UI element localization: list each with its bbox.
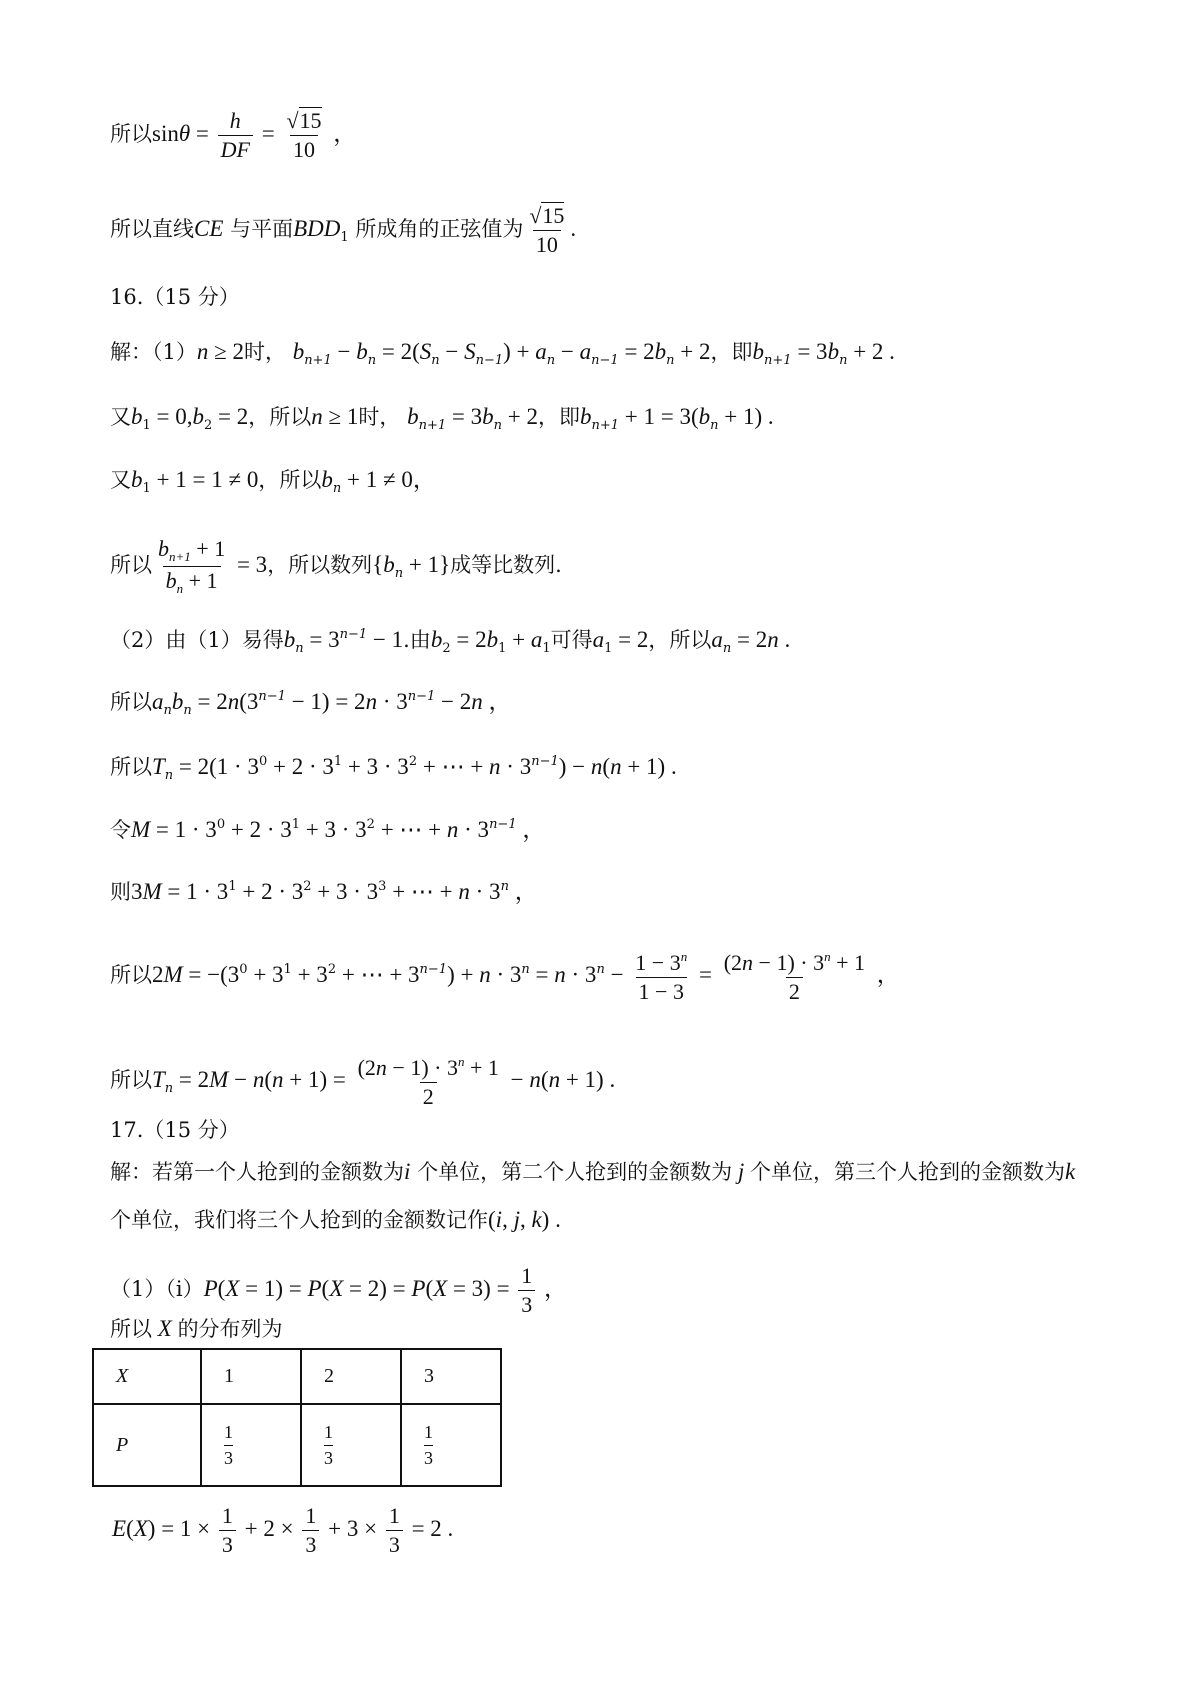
fraction: $\frac{1}{3}$ [518, 1265, 535, 1316]
table-cell [201, 1404, 301, 1486]
text: .由 [403, 628, 431, 652]
text: 所以 [110, 963, 152, 987]
text: 又 [110, 468, 131, 492]
text: 所以 [110, 1317, 152, 1341]
text: 16.（15 分） [110, 285, 240, 309]
numerator: 1 [424, 1422, 433, 1442]
q16-line-2: 又$b_1 = 0,b_2 = 2$，所以n ≥ 1时， $b_{n+1} = 3b_n + 2$，即$b_{n+1} + 1 = 3(b_n + 1)$ . [110, 404, 774, 433]
distribution-table [92, 1348, 502, 1487]
q16-line-8: 令$M = 1 \cdot 3^0 + 2 \cdot 3^1 + 3 \cdot 3^2$ + ⋯ + $n \cdot 3^{n-1}$ ， [110, 817, 546, 842]
text: 时， [244, 340, 286, 364]
table-cell: P [93, 1404, 201, 1486]
denominator: 3 [424, 1445, 433, 1469]
fraction [224, 1422, 233, 1469]
text: 的分布列为 [177, 1317, 283, 1341]
text: ，所以数列 [267, 553, 373, 577]
table-cell: 2 [301, 1349, 401, 1404]
text: ，所以 [648, 628, 712, 652]
text: （2）由（1）易得 [110, 628, 284, 652]
q16-line-3: 又$b_1 + 1 = 1 \ne 0$，所以$b_n + 1 \ne 0$， [110, 467, 436, 496]
text: 17.（15 分） [110, 1118, 240, 1142]
text: 个单位，第二个人抢到的金额数为 [417, 1160, 733, 1184]
text: 所以 [110, 122, 152, 146]
fraction: $\frac{1}{3}$ [219, 1505, 236, 1556]
q16-line-11: 所以$T_n = 2M - n(n + 1)$ = $\frac{(2n - 1) \cdot 3^n + 1}{2}$ − n(n + 1) . [110, 1054, 616, 1109]
text: （1）（i） [110, 1277, 204, 1301]
fraction: $\frac{(2n - 1) \cdot 3^n + 1}{2}$ [723, 949, 866, 1004]
text: 与平面 [230, 217, 294, 241]
q16-line-4: 所以 $\frac{b_{n+1} + 1}{b_n + 1}$ = 3，所以数列$\{b_n + 1\}$成等比数列. [110, 536, 562, 596]
table-cell: 1 [201, 1349, 301, 1404]
table-cell: X [93, 1349, 201, 1404]
text: 令 [110, 818, 131, 842]
text: 解：若第一个人抢到的金额数为 [110, 1160, 404, 1184]
q17-line-1: 解：若第一个人抢到的金额数为i 个单位，第二个人抢到的金额数为 j 个单位，第三个人抢到的金额数为k [110, 1159, 1076, 1184]
q16-line-7: 所以$T_n = 2(1 \cdot 3^0 + 2 \cdot 3^1 + 3 \cdot 3^2$ + ⋯ + $n \cdot 3^{n-1}) - n(n + 1)$ . [110, 754, 677, 783]
text: 所以 [110, 553, 152, 577]
text: 个单位，我们将三个人抢到的金额数记作 [110, 1208, 488, 1232]
table-cell [301, 1404, 401, 1486]
q16-line-6: 所以$a_nb_n = 2n(3^{n-1} - 1) = 2n \cdot 3^{n-1} - 2n$ ， [110, 689, 512, 718]
text: 又 [110, 405, 131, 429]
text: ，即 [537, 405, 580, 429]
expectation-line: E(X) = 1 × $\frac{1}{3}$ + 2 × $\frac{1}{3}$ + 3 × $\frac{1}{3}$ = 2 . [112, 1503, 454, 1557]
text: 所以 [110, 1068, 152, 1092]
text: 成等比数列. [450, 553, 562, 577]
fraction: $\frac{1 - 3^n}{1 - 3}$ [635, 949, 688, 1004]
q17-line-2: 个单位，我们将三个人抢到的金额数记作(i, j, k) . [110, 1207, 561, 1232]
numerator: 1 [324, 1422, 333, 1442]
equation-sin-theta: 所以sinθ = $\frac{h}{DF}$ = $\frac{√15}{10}$ ， [110, 108, 357, 162]
conclusion-line: 所以直线CE 与平面$BDD_1$ 所成角的正弦值为 $\frac{√15}{10}$ . [110, 203, 577, 257]
question-17-header [110, 1120, 240, 1141]
fraction: $\frac{√15}{10}$ [286, 108, 322, 162]
text: 所成角的正弦值为 [355, 217, 524, 241]
text: ，即 [710, 340, 753, 364]
fraction: $\frac{√15}{10}$ [529, 203, 565, 257]
fraction: $\frac{h}{DF}$ [218, 110, 253, 161]
denominator: 3 [224, 1445, 233, 1469]
table-row [93, 1404, 501, 1486]
fraction [324, 1422, 333, 1469]
q16-part-2: （2）由（1）易得$b_n = 3^{n-1} - 1$.由$b_2 = 2b_1 + a_1$可得$a_1 = 2$，所以$a_n = 2n$ . [110, 627, 791, 656]
fraction: $\frac{(2n - 1) \cdot 3^n + 1}{2}$ [357, 1054, 499, 1109]
q16-line-10: 所以$2M = -(3^0 + 3^1 + 3^2$ + ⋯ + $3^{n-1}) + n \cdot 3^n = n \cdot 3^n$ − $\frac{1 - 3^n}{1 - 3}$ = $\frac{(2n - 1) \cdot 3^n + 1}{2}$ ， [110, 949, 900, 1004]
q16-line-1: 解：（1）n ≥ 2时， $b_{n+1} - b_n = 2(S_n - S_{n-1}) + a_n - a_{n-1} = 2b_n + 2$，即$b_{n+1} = 3b_n + 2$ . [110, 339, 895, 368]
question-16-header [110, 287, 240, 308]
text: 个单位，第三个人抢到的金额数为 [749, 1160, 1065, 1184]
text: 所以 [110, 690, 152, 714]
text: 可得 [550, 628, 593, 652]
text: ，所以 [258, 468, 322, 492]
fraction: $\frac{1}{3}$ [386, 1505, 403, 1556]
text: 则 [110, 880, 131, 904]
q16-line-9: 则$3M = 1 \cdot 3^1 + 2 \cdot 3^2 + 3 \cdot 3^3$ + ⋯ + $n \cdot 3^n$ ， [110, 879, 538, 904]
text: 时， [358, 405, 401, 429]
numerator: 1 [224, 1422, 233, 1442]
q17-dist-label: 所以 X 的分布列为 [110, 1316, 283, 1341]
text: ，所以 [248, 405, 312, 429]
fraction: $\frac{1}{3}$ [302, 1505, 319, 1556]
table-row [93, 1349, 501, 1404]
fraction [424, 1422, 433, 1469]
table-cell [401, 1404, 501, 1486]
q17-part-1: （1）（i）P(X = 1) = P(X = 2) = P(X = 3) = $\frac{1}{3}$ ， [110, 1263, 568, 1317]
fraction: $\frac{b_{n+1} + 1}{b_n + 1}$ [158, 536, 226, 596]
text: 解：（1） [110, 340, 197, 364]
table-cell: 3 [401, 1349, 501, 1404]
text: 所以直线 [110, 217, 194, 241]
text: 所以 [110, 755, 152, 779]
denominator: 3 [324, 1445, 333, 1469]
